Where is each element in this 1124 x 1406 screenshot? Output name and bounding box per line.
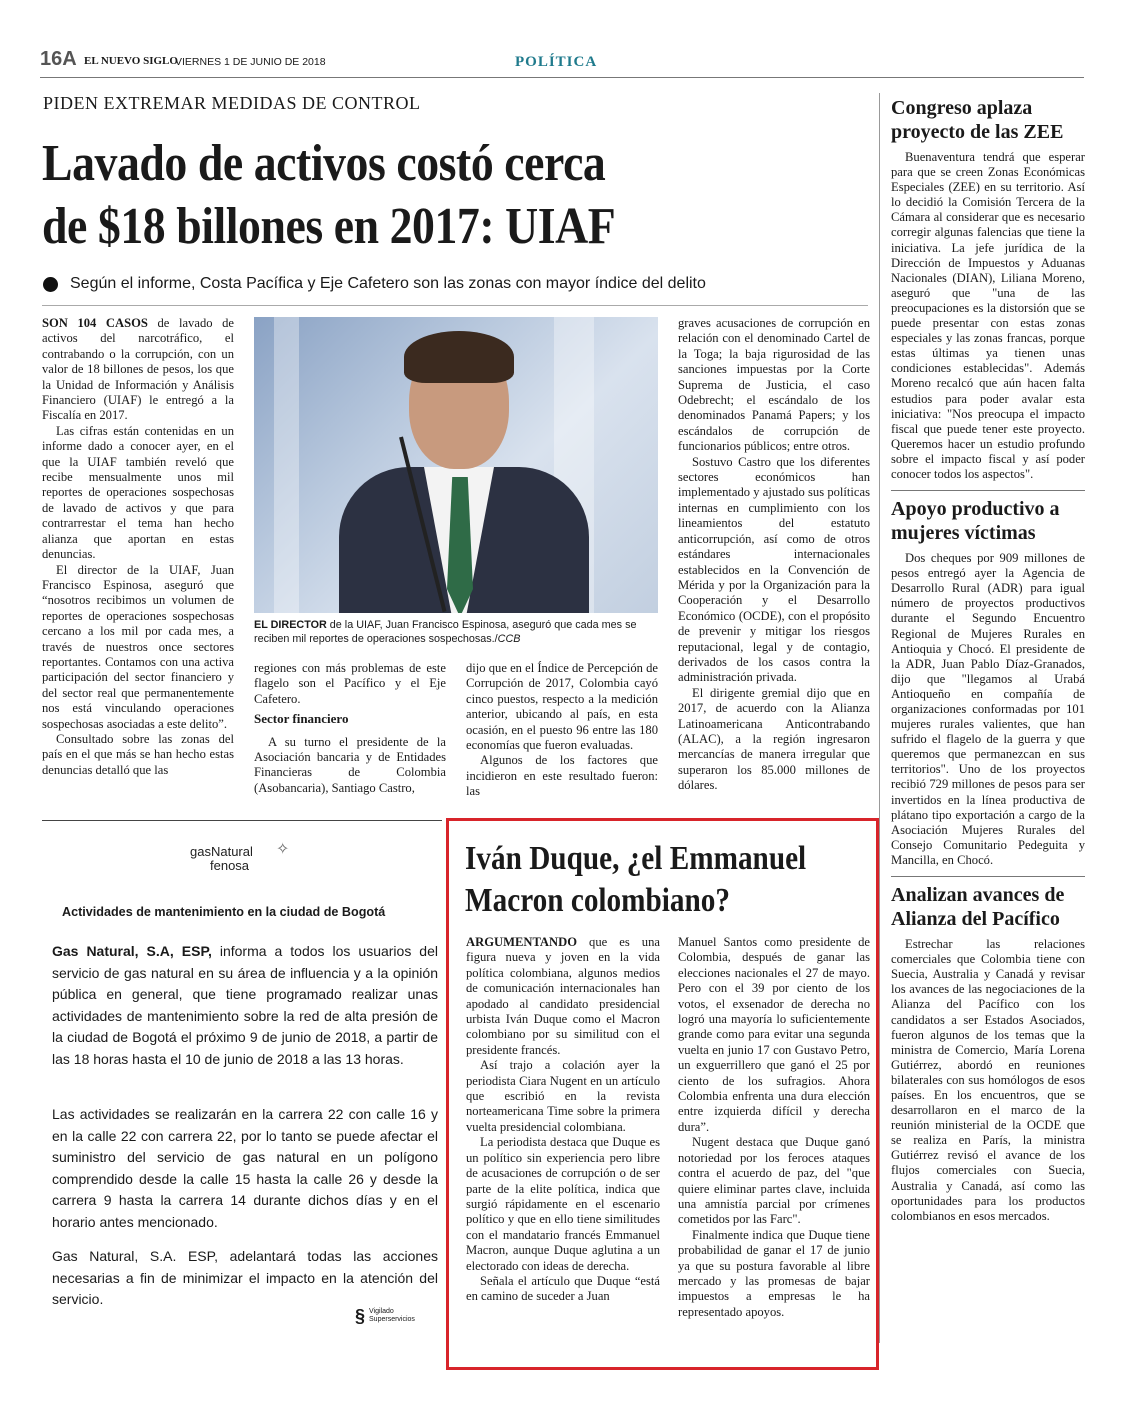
logo-line-2: fenosa (210, 858, 250, 873)
subhead-rule (42, 305, 868, 306)
sidebar-body-2: Dos cheques por 909 millones de pesos entregó ayer la Agencia de Desarrollo Rural (ADR) para igual número de proyectos productivos durante el Segundo Encuentro Regional de Mujeres Rurales en Antioquia y Chocó. El presidente de la ADR, Juan Pablo Díaz-Granados, dijo que "llegamos al Urabá Antioqueño en compañía de organizaciones conformadas por 101 mujeres rurales valientes, que han sufrido el flagelo de la guerra y que queremos que permanezcan en sus territorios". Uno de los proyectos recibió 729 millones de pesos para ser invertidos en la línea productiva de plátano tipo exportación a cargo de la Asociación Mujeres Rurales del Consejo Comunitario Pedeguita y Mancilla, en Chocó. (891, 551, 1085, 867)
vigilado-badge (355, 1308, 415, 1324)
paragraph: regiones con más problemas de este flagelo son el Pacífico y el Eje Cafetero. (254, 661, 446, 706)
ad-title: Actividades de mantenimiento en la ciudad de Bogotá (62, 905, 386, 919)
headline-line-1: Lavado de activos costó cerca (42, 135, 606, 192)
sidebar (891, 96, 1085, 1224)
subhead-text: Según el informe, Costa Pacífica y Eje Cafetero son las zonas con mayor índice del delito (70, 275, 706, 292)
sidebar-body-3: Estrechar las relaciones comerciales que Colombia tiene con Suecia, Australia y Canadá y revisar los avances de las negociaciones de la Alianza del Pacífico con los candidatos a ser Estados Asociados, fueron algunos de los temas que la ministra de Comercio, María Lorena Gutiérrez, abordó en reuniones bilaterales con sus homólogos de esos países. En los encuentros, que se desarrollaron en el marco de la reunión ministerial de la OCDE que se realiza en París, la ministra Gutiérrez revisó el avance de los flujos comerciales con Suecia, Australia y Canadá, así como las oportunidades para los productos colombianos en esos mercados. (891, 937, 1085, 1223)
caption-text: de la UIAF, Juan Francisco Espinosa, aseguró que cada mes se reciben mil reportes de operaciones sospechosas./ (254, 619, 637, 645)
paragraph: El dirigente gremial dijo que en 2017, de acuerdo con la Alianza Latinoamericana Anticontrabando (ALAC), a la región ingresaron mercancías de manera irregular que superaron los 85.000 millones de dólares. (678, 685, 870, 793)
paragraph: Las cifras están contenidas en un informe dado a conocer ayer, en el que la UIAF también reveló que recibe mensualmente unos mil reportes de operaciones sospechosas de lavado de activos y que para contrarrestar el tema han hecho alianza que aportan en estas denuncias. (42, 423, 234, 562)
paragraph: Así trajo a colación ayer la periodista Ciara Nugent en un artículo que escribió en la revista norteamericana Time sobre la primera vuelta presidencial colombiana. (466, 1058, 660, 1134)
duque-column-1 (466, 935, 660, 1305)
paragraph (466, 935, 660, 1058)
story-headline (42, 132, 764, 258)
duque-headline (465, 838, 809, 922)
ad-lead: Gas Natural, S.A, ESP, (52, 943, 212, 959)
paragraph: Consultado sobre las zonas del país en el que más se han hecho estas denuncias detalló que las (42, 731, 234, 777)
paragraph: Algunos de los factores que incidieron en este resultado fueron: las (466, 753, 658, 799)
masthead-rule (40, 77, 1084, 78)
paragraph-text: que es una figura nueva y joven en la vida política colombiana, algunos medios de comunicación internacionales han apodado al candidato presidencial urbista Iván Duque como el Macron colombiano por su similitud con el presidente francés. (466, 935, 660, 1057)
ad-top-rule (42, 820, 442, 821)
sidebar-divider (891, 490, 1085, 491)
butterfly-icon: ✧ (276, 841, 290, 858)
page-number: 16A (40, 48, 77, 70)
story-kicker: PIDEN EXTREMAR MEDIDAS DE CONTROL (43, 93, 421, 113)
paragraph: dijo que en el Índice de Percepción de Corrupción de 2017, Colombia cayó cinco puestos, respecto a la medición anterior, ubicando al país, en esta ocasión, en el puesto 96 entre las 180 economías que fueron evaluadas. (466, 661, 658, 753)
story-column-2 (254, 661, 446, 796)
newspaper-name: EL NUEVO SIGLO (84, 55, 178, 67)
sidebar-divider (891, 876, 1085, 877)
issue-date: VIERNES 1 DE JUNIO DE 2018 (175, 56, 326, 68)
paragraph-text: de lavado de activos del narcotráfico, el contrabando o la corrupción, con un valor de 18 billones de pesos, los que la Unidad de Información y Análisis Financiero (UIAF) le entregó a la Fiscalía en 2017. (42, 316, 234, 423)
ad-paragraph-2: Las actividades se realizarán en la carrera 22 con calle 16 y en la calle 22 con carrera 22, por lo tanto se puede afectar el suministro del servicio de gas natural en un polígono comprendido desde la calle 15 hasta la calle 26 y desde la carrera 9 hasta la carrera 14 durante dichos días y en el horario antes mencionado. (52, 1106, 438, 1230)
photo-caption (254, 618, 658, 646)
paragraph: La periodista destaca que Duque es un político sin experiencia pero libre de acusaciones de corrupción o de ser parte de la elite política, indica que surgió rápidamente en el escenario político y que en ello tiene similitudes con el mandatario francés Emmanuel Macron, aunque Duque aglutina a un electorado con ideas de derecha. (466, 1135, 660, 1273)
duque-column-2 (678, 935, 870, 1320)
sidebar-headline-2: Apoyo productivo a mujeres víctimas (891, 498, 1060, 545)
ad-paragraph-1 (52, 941, 438, 1070)
story-column-3 (466, 661, 658, 800)
paragraph: A su turno el presidente de la Asociación bancaria y de Entidades Financieras de Colombia (Asobancaria), Santiago Castro, (254, 734, 446, 795)
headline-line-2: de $18 billones en 2017: UIAF (42, 198, 616, 255)
story-column-1 (42, 316, 234, 778)
caption-credit: CCB (497, 633, 521, 645)
gas-natural-logo (190, 841, 290, 873)
section-name: POLÍTICA (515, 54, 598, 70)
paragraph: Manuel Santos como presidente de Colombia, después de ganar las elecciones nacionales el 27 de mayo. Pero con el 39 por ciento de los votos, el exsenador de derecha no logró una mayoría lo suficientemente grande como para evitar una segunda vuelta en junio 17 con Gustavo Petro, un exguerrillero que ganó el 25 por ciento de los sufragios. Ahora Colombia enfrenta una dura elección entre izquierda difícil y derecha dura”. (678, 935, 870, 1134)
caption-lead: EL DIRECTOR (254, 619, 327, 631)
superservicios-icon: § (355, 1306, 366, 1326)
paragraph: Finalmente indica que Duque tiene probabilidad de ganar el 17 de junio ya que su postura favorable al libre mercado y las promesas de bajar impuestos a empresas le ha representado apoyos. (678, 1227, 870, 1319)
sidebar-headline-3: Analizan avances de Alianza del Pacífico (891, 884, 1065, 931)
logo-line-1: gasNatural (190, 844, 253, 859)
ad-paragraph-3: Gas Natural, S.A. ESP, adelantará todas las acciones necesarias a fin de minimizar el impacto en la atención del servicio. (52, 1248, 438, 1307)
sidebar-body-1: Buenaventura tendrá que esperar para que se creen Zonas Económicas Especiales (ZEE) en su territorio. Así lo decidió la Comisión Tercera de la Cámara al considerar que es necesario corregir algunas falencias que tiene la iniciativa. La jefe jurídica de la Dirección de Impuestos y Aduanas Nacionales (DIAN), Liliana Moreno, aseguró que "una de las preocupaciones es la distorsión que se puede presentar con estas zonas especiales y las zonas francas, porque estas últimas ya tienen unas condiciones establecidas". Además Moreno recalcó que aún hacen falta estudios para poder avalar esta iniciativa: "Nos preocupa el impacto fiscal que puede tener este proyecto. Queremos hacer un estudio profundo sobre el impacto fiscal y así poder conocer todos los aspectos". (891, 150, 1085, 481)
paragraph: Sostuvo Castro que los diferentes sectores económicos han implementado y ajustado sus políticas internas en cumplimiento con los lineamientos del estatuto anticorrupción, así como de otros estándares internacionales establecidos en la Convención de Mérida y por la Organización para la Cooperación y el Desarrollo Económico (OCDE), con el propósito de prevenir y mitigar los riesgos reputacional, legal y de contagio, derivados de los casos contra la administración privada. (678, 454, 870, 685)
paragraph (42, 316, 234, 424)
duque-headline-line-1: Iván Duque, ¿el Emmanuel (465, 840, 807, 877)
vigilado-label: Vigilado (369, 1308, 394, 1315)
story-subhead (43, 275, 706, 293)
ad-paragraph-text: informa a todos los usuarios del servicio de gas natural en su área de influencia y a la opinión pública en general, que tiene programado realizar unas actividades de mantenimiento sobre la red de alta presión de la ciudad de Bogotá el próximo 9 de junio de 2018, a partir de las 18 horas hasta el 10 de junio de 2018 a las 13 horas. (52, 943, 438, 1067)
paragraph: El director de la UIAF, Juan Francisco Espinosa, aseguró que “nosotros recibimos un volumen de reportes de operaciones sospechosas cercano a los mil por cada mes, a través de nuestros once sectores reportantes. Contamos con una activa participación del sector financiero y del sector real que permanentemente nos está vinculando operaciones sospechosas asociadas a este delito”. (42, 562, 234, 731)
lead-in: ARGUMENTANDO (466, 935, 578, 949)
director-photo (254, 317, 658, 613)
subsection-heading: Sector financiero (254, 711, 349, 727)
lead-in: SON 104 CASOS (42, 316, 148, 330)
paragraph: Nugent destaca que Duque ganó notoriedad por los feroces ataques contra el acuerdo de paz, del "que quiere eliminar partes clave, incluida una amnistía parcial por crímenes cometidos por las Farc". (678, 1135, 870, 1227)
duque-headline-line-2: Macron colombiano? (465, 882, 731, 919)
sidebar-rule (879, 93, 880, 1343)
paragraph: Señala el artículo que Duque “está en camino de suceder a Juan (466, 1273, 660, 1304)
paragraph: graves acusaciones de corrupción en relación con el denominado Cartel de la Toga; la baja rigurosidad de las sanciones impuestas por la Corte Suprema de Justicia, el caso Odebrecht; el escándalo de los denominados Panamá Papers; y los escándalos de corrupción de funcionarios públicos; entre otros. (678, 316, 870, 454)
bullet-icon (43, 277, 58, 292)
superservicios-label: Superservicios (369, 1316, 415, 1323)
sidebar-headline-1: Congreso aplaza proyecto de las ZEE (891, 97, 1064, 143)
story-column-4 (678, 316, 870, 794)
